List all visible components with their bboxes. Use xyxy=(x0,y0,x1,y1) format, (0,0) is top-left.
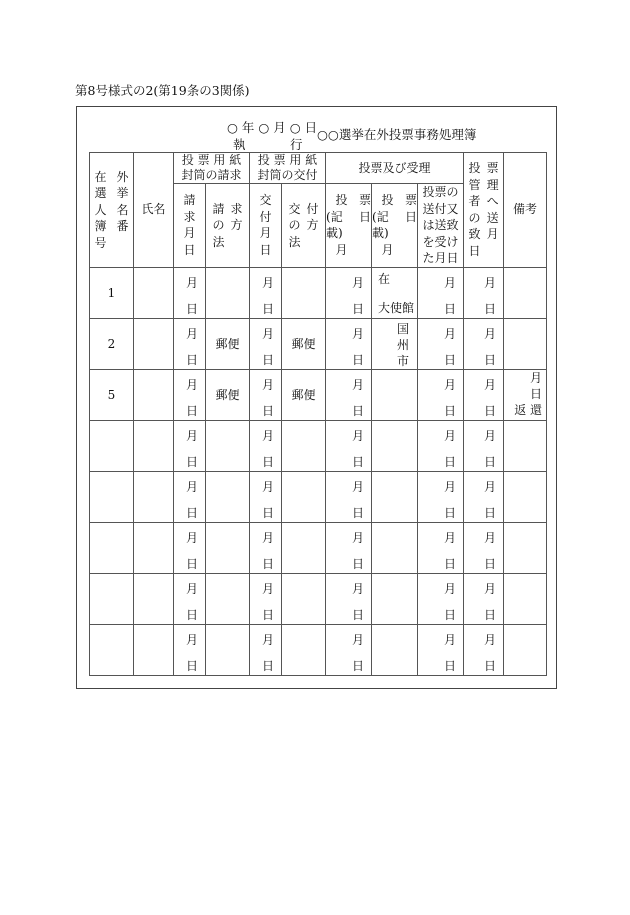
month-label: 月 xyxy=(185,326,198,341)
row-soufu-date xyxy=(418,369,464,420)
month-label: 月 xyxy=(484,632,497,647)
header-char: 送付又 xyxy=(422,201,459,216)
header-char: 挙 xyxy=(116,186,129,200)
day-label: 日 xyxy=(484,301,497,316)
header-char: 投票の xyxy=(422,185,459,199)
header-char: 票 xyxy=(405,193,418,208)
row-soufu-date xyxy=(418,318,464,369)
row-bikou xyxy=(504,318,547,369)
month-label: 月 xyxy=(444,326,457,341)
header-char: 請 xyxy=(212,201,225,216)
row-kanrisha-date xyxy=(464,420,504,471)
row-soufu-date xyxy=(418,573,464,624)
hdr-senkyonin-bangou xyxy=(90,153,134,268)
row-number: 5 xyxy=(90,369,134,420)
table-row xyxy=(90,420,547,471)
row-koufu-method: 郵便 xyxy=(282,369,326,420)
group-header-line: 投 票 用 紙 xyxy=(181,153,242,167)
header-char: 日 xyxy=(359,209,372,224)
month-label: 月 xyxy=(352,581,365,596)
table-row xyxy=(90,573,547,624)
day-label: 日 xyxy=(262,301,275,316)
month-label: 月 xyxy=(185,530,198,545)
hdr-seikyu-group xyxy=(174,153,250,184)
row-seikyu-method xyxy=(206,420,250,471)
row-seikyu-date xyxy=(174,420,206,471)
header-char: の xyxy=(468,210,481,225)
header-char: 日 xyxy=(259,242,272,257)
day-label: 日 xyxy=(484,505,497,520)
header-char: た月日 xyxy=(422,251,459,265)
header-char: 送 xyxy=(486,210,499,225)
row-seikyu-date xyxy=(174,624,206,675)
execution-label-1: 執 xyxy=(233,137,246,152)
month-label: 月 xyxy=(352,530,365,545)
header-char: 月 xyxy=(381,242,394,257)
row-touhyou-date xyxy=(326,267,372,318)
month-label: 月 xyxy=(262,428,275,443)
form-title xyxy=(77,107,556,153)
month-label: 月 xyxy=(484,275,497,290)
header-char: 外 xyxy=(116,169,129,184)
day-label: 日 xyxy=(352,403,365,418)
day-label: 日 xyxy=(262,556,275,571)
row-touhyou-place xyxy=(372,471,418,522)
day-label: 日 xyxy=(352,454,365,469)
row-koufu-date xyxy=(250,420,282,471)
row-shimei xyxy=(134,573,174,624)
row-soufu-date xyxy=(418,522,464,573)
day-label: 日 xyxy=(185,607,198,622)
row-bikou xyxy=(504,369,547,420)
hdr-bikou: 備考 xyxy=(504,153,547,268)
header-char: (記載) xyxy=(372,209,389,241)
execution-label-2: 行 xyxy=(290,137,303,152)
row-kanrisha-date xyxy=(464,573,504,624)
register-table xyxy=(89,152,547,676)
month-label: 月 xyxy=(262,479,275,494)
hdr-koufu-group xyxy=(250,153,326,184)
hdr-juri-group: 投票及び受理 xyxy=(326,153,464,184)
day-label: 日 xyxy=(484,352,497,367)
row-koufu-date xyxy=(250,522,282,573)
row-koufu-method xyxy=(282,522,326,573)
month-label: 月 xyxy=(352,632,365,647)
row-koufu-method xyxy=(282,573,326,624)
row-touhyou-date xyxy=(326,573,372,624)
day-label: 日 xyxy=(262,607,275,622)
header-char: の xyxy=(288,218,301,232)
day-label: 日 xyxy=(185,658,198,673)
day-label: 日 xyxy=(444,556,457,571)
month-label: 月 xyxy=(444,275,457,290)
hdr-soufu-date xyxy=(418,184,464,268)
header-char: 付 xyxy=(306,201,319,216)
month-label: 月 xyxy=(185,632,198,647)
month-label: 月 xyxy=(262,581,275,596)
register-name: ○○選挙在外投票事務処理簿 xyxy=(317,127,477,142)
day-label: 日 xyxy=(352,658,365,673)
header-char: 簿 xyxy=(94,219,107,233)
row-number xyxy=(90,573,134,624)
month-label: 月 xyxy=(484,377,497,392)
header-char: 方 xyxy=(230,218,243,232)
day-label: 日 xyxy=(484,556,497,571)
header-char: 月 xyxy=(486,227,499,242)
day-label: 日 xyxy=(444,505,457,520)
row-soufu-date xyxy=(418,471,464,522)
header-char: 日 xyxy=(405,209,418,224)
header-char: 日 xyxy=(183,242,196,257)
row-shimei xyxy=(134,471,174,522)
row-koufu-method xyxy=(282,471,326,522)
header-char: 請 xyxy=(183,193,196,208)
header-char: 者 xyxy=(468,194,481,209)
place-line: 国 xyxy=(397,321,410,336)
header-char: 交 xyxy=(288,201,301,216)
row-touhyou-place xyxy=(372,318,418,369)
month-label: 月 xyxy=(444,581,457,596)
header-char: 票 xyxy=(359,193,372,208)
day-label: 日 xyxy=(185,556,198,571)
hdr-shimei: 氏名 xyxy=(134,153,174,268)
bikou-line: 日 xyxy=(530,386,543,401)
row-touhyou-place xyxy=(372,369,418,420)
month-label: 月 xyxy=(444,632,457,647)
row-seikyu-method xyxy=(206,573,250,624)
day-label: 日 xyxy=(444,403,457,418)
row-seikyu-method xyxy=(206,471,250,522)
header-char: 理 xyxy=(486,177,499,192)
row-seikyu-date xyxy=(174,573,206,624)
row-number xyxy=(90,522,134,573)
day-label: 日 xyxy=(185,454,198,469)
month-label: 月 xyxy=(352,428,365,443)
month-label: 月 xyxy=(262,377,275,392)
header-char: 選 xyxy=(94,186,107,200)
table-row xyxy=(90,369,547,420)
header-char: 致 xyxy=(468,227,481,242)
header-char: 投 xyxy=(381,193,394,208)
row-number: 1 xyxy=(90,267,134,318)
hdr-koufu-date xyxy=(250,184,282,268)
table-header xyxy=(90,153,547,268)
row-shimei xyxy=(134,318,174,369)
row-kanrisha-date xyxy=(464,522,504,573)
row-shimei xyxy=(134,420,174,471)
execution-date: ○ 年 ○ 月 ○ 日 xyxy=(227,120,318,135)
row-bikou xyxy=(504,420,547,471)
header-char: 日 xyxy=(468,243,481,258)
month-label: 月 xyxy=(262,632,275,647)
row-bikou xyxy=(504,267,547,318)
row-touhyou-place xyxy=(372,624,418,675)
day-label: 日 xyxy=(484,454,497,469)
month-label: 月 xyxy=(185,275,198,290)
row-koufu-method xyxy=(282,624,326,675)
row-seikyu-date xyxy=(174,318,206,369)
day-label: 日 xyxy=(262,454,275,469)
month-label: 月 xyxy=(185,479,198,494)
group-header-line: 封筒の請求 xyxy=(181,168,242,182)
day-label: 日 xyxy=(484,607,497,622)
hdr-kanrisha-soutchi xyxy=(464,153,504,268)
row-soufu-date xyxy=(418,420,464,471)
month-label: 月 xyxy=(262,275,275,290)
header-char: 管 xyxy=(468,177,481,192)
month-label: 月 xyxy=(444,428,457,443)
day-label: 日 xyxy=(444,454,457,469)
place-line: 州 xyxy=(397,337,410,352)
row-seikyu-date xyxy=(174,522,206,573)
month-label: 月 xyxy=(444,377,457,392)
row-number: 2 xyxy=(90,318,134,369)
day-label: 日 xyxy=(185,505,198,520)
day-label: 日 xyxy=(185,403,198,418)
row-koufu-date xyxy=(250,471,282,522)
row-shimei xyxy=(134,624,174,675)
row-koufu-method xyxy=(282,267,326,318)
day-label: 日 xyxy=(444,658,457,673)
day-label: 日 xyxy=(262,658,275,673)
bikou-line: 返 還 xyxy=(514,402,543,417)
header-char: 求 xyxy=(183,209,196,224)
row-koufu-method xyxy=(282,420,326,471)
row-touhyou-date xyxy=(326,420,372,471)
month-label: 月 xyxy=(185,428,198,443)
row-number xyxy=(90,471,134,522)
row-koufu-date xyxy=(250,624,282,675)
table-row xyxy=(90,624,547,675)
month-label: 月 xyxy=(484,479,497,494)
header-char: 付 xyxy=(259,209,272,224)
month-label: 月 xyxy=(484,326,497,341)
header-char: 求 xyxy=(230,201,243,216)
row-touhyou-place xyxy=(372,420,418,471)
day-label: 日 xyxy=(352,556,365,571)
table-row xyxy=(90,471,547,522)
row-touhyou-date xyxy=(326,624,372,675)
row-shimei xyxy=(134,522,174,573)
row-touhyou-place xyxy=(372,573,418,624)
header-char: 人 xyxy=(94,202,107,217)
hdr-touhyou-kisai-date xyxy=(326,184,372,268)
header-char: 投 xyxy=(335,193,348,208)
day-label: 日 xyxy=(444,352,457,367)
header-char: 名 xyxy=(116,202,129,217)
header-char: 番 xyxy=(116,219,129,233)
day-label: 日 xyxy=(484,658,497,673)
day-label: 日 xyxy=(352,352,365,367)
day-label: 日 xyxy=(262,505,275,520)
row-bikou xyxy=(504,573,547,624)
bikou-line: 月 xyxy=(530,370,543,385)
day-label: 日 xyxy=(444,301,457,316)
day-label: 日 xyxy=(185,301,198,316)
row-soufu-date xyxy=(418,624,464,675)
hdr-seikyu-date xyxy=(174,184,206,268)
group-header-line: 投 票 用 紙 xyxy=(257,153,318,167)
day-label: 日 xyxy=(185,352,198,367)
month-label: 月 xyxy=(484,581,497,596)
header-char: は送致 xyxy=(422,218,459,232)
row-touhyou-date xyxy=(326,369,372,420)
row-shimei xyxy=(134,267,174,318)
month-label: 月 xyxy=(352,377,365,392)
row-kanrisha-date xyxy=(464,267,504,318)
header-char: 月 xyxy=(335,242,348,257)
day-label: 日 xyxy=(352,301,365,316)
month-label: 月 xyxy=(444,530,457,545)
header-char: 投 xyxy=(468,161,481,176)
table-row xyxy=(90,318,547,369)
row-seikyu-method xyxy=(206,267,250,318)
row-koufu-date xyxy=(250,318,282,369)
header-char: 号 xyxy=(94,235,107,250)
day-label: 日 xyxy=(444,607,457,622)
month-label: 月 xyxy=(185,377,198,392)
header-char: 月 xyxy=(259,226,272,241)
row-number xyxy=(90,420,134,471)
day-label: 日 xyxy=(262,352,275,367)
row-koufu-date xyxy=(250,573,282,624)
row-touhyou-place xyxy=(372,522,418,573)
row-shimei xyxy=(134,369,174,420)
table-body xyxy=(90,267,547,675)
row-kanrisha-date xyxy=(464,624,504,675)
row-koufu-date xyxy=(250,267,282,318)
day-label: 日 xyxy=(352,607,365,622)
row-touhyou-date xyxy=(326,522,372,573)
header-char: 交 xyxy=(259,193,272,208)
header-char: 月 xyxy=(183,226,196,241)
table-row xyxy=(90,267,547,318)
month-label: 月 xyxy=(444,479,457,494)
row-koufu-date xyxy=(250,369,282,420)
hdr-seikyu-method xyxy=(206,184,250,268)
month-label: 月 xyxy=(352,479,365,494)
header-char: 票 xyxy=(486,161,499,176)
form-frame xyxy=(76,106,557,689)
row-seikyu-date xyxy=(174,267,206,318)
month-label: 月 xyxy=(185,581,198,596)
header-char: 法 xyxy=(288,234,301,249)
row-kanrisha-date xyxy=(464,471,504,522)
place-line: 大使館 xyxy=(378,300,415,315)
row-seikyu-method xyxy=(206,624,250,675)
month-label: 月 xyxy=(262,530,275,545)
row-kanrisha-date xyxy=(464,369,504,420)
row-bikou xyxy=(504,471,547,522)
day-label: 日 xyxy=(262,403,275,418)
row-touhyou-date xyxy=(326,471,372,522)
header-char: へ xyxy=(486,194,499,209)
month-label: 月 xyxy=(262,326,275,341)
header-char: の xyxy=(212,218,225,232)
row-soufu-date xyxy=(418,267,464,318)
row-bikou xyxy=(504,522,547,573)
row-seikyu-method xyxy=(206,522,250,573)
month-label: 月 xyxy=(484,530,497,545)
header-char: 方 xyxy=(306,218,319,232)
form-caption: 第8号様式の2(第19条の3関係) xyxy=(75,83,250,98)
row-seikyu-date xyxy=(174,369,206,420)
row-touhyou-place xyxy=(372,267,418,318)
place-line: 市 xyxy=(397,353,410,368)
row-seikyu-date xyxy=(174,471,206,522)
day-label: 日 xyxy=(484,403,497,418)
group-header-line: 封筒の交付 xyxy=(257,168,318,182)
header-char: 法 xyxy=(212,234,225,249)
month-label: 月 xyxy=(484,428,497,443)
month-label: 月 xyxy=(352,326,365,341)
row-koufu-method: 郵便 xyxy=(282,318,326,369)
hdr-touhyou-kisai-place xyxy=(372,184,418,268)
row-seikyu-method: 郵便 xyxy=(206,318,250,369)
row-bikou xyxy=(504,624,547,675)
header-char: (記載) xyxy=(326,209,343,241)
header-char: を受け xyxy=(422,234,459,249)
hdr-koufu-method xyxy=(282,184,326,268)
place-line: 在 xyxy=(378,271,391,286)
table-row xyxy=(90,522,547,573)
row-seikyu-method: 郵便 xyxy=(206,369,250,420)
month-label: 月 xyxy=(352,275,365,290)
row-kanrisha-date xyxy=(464,318,504,369)
row-touhyou-date xyxy=(326,318,372,369)
row-number xyxy=(90,624,134,675)
day-label: 日 xyxy=(352,505,365,520)
header-char: 在 xyxy=(94,169,107,184)
